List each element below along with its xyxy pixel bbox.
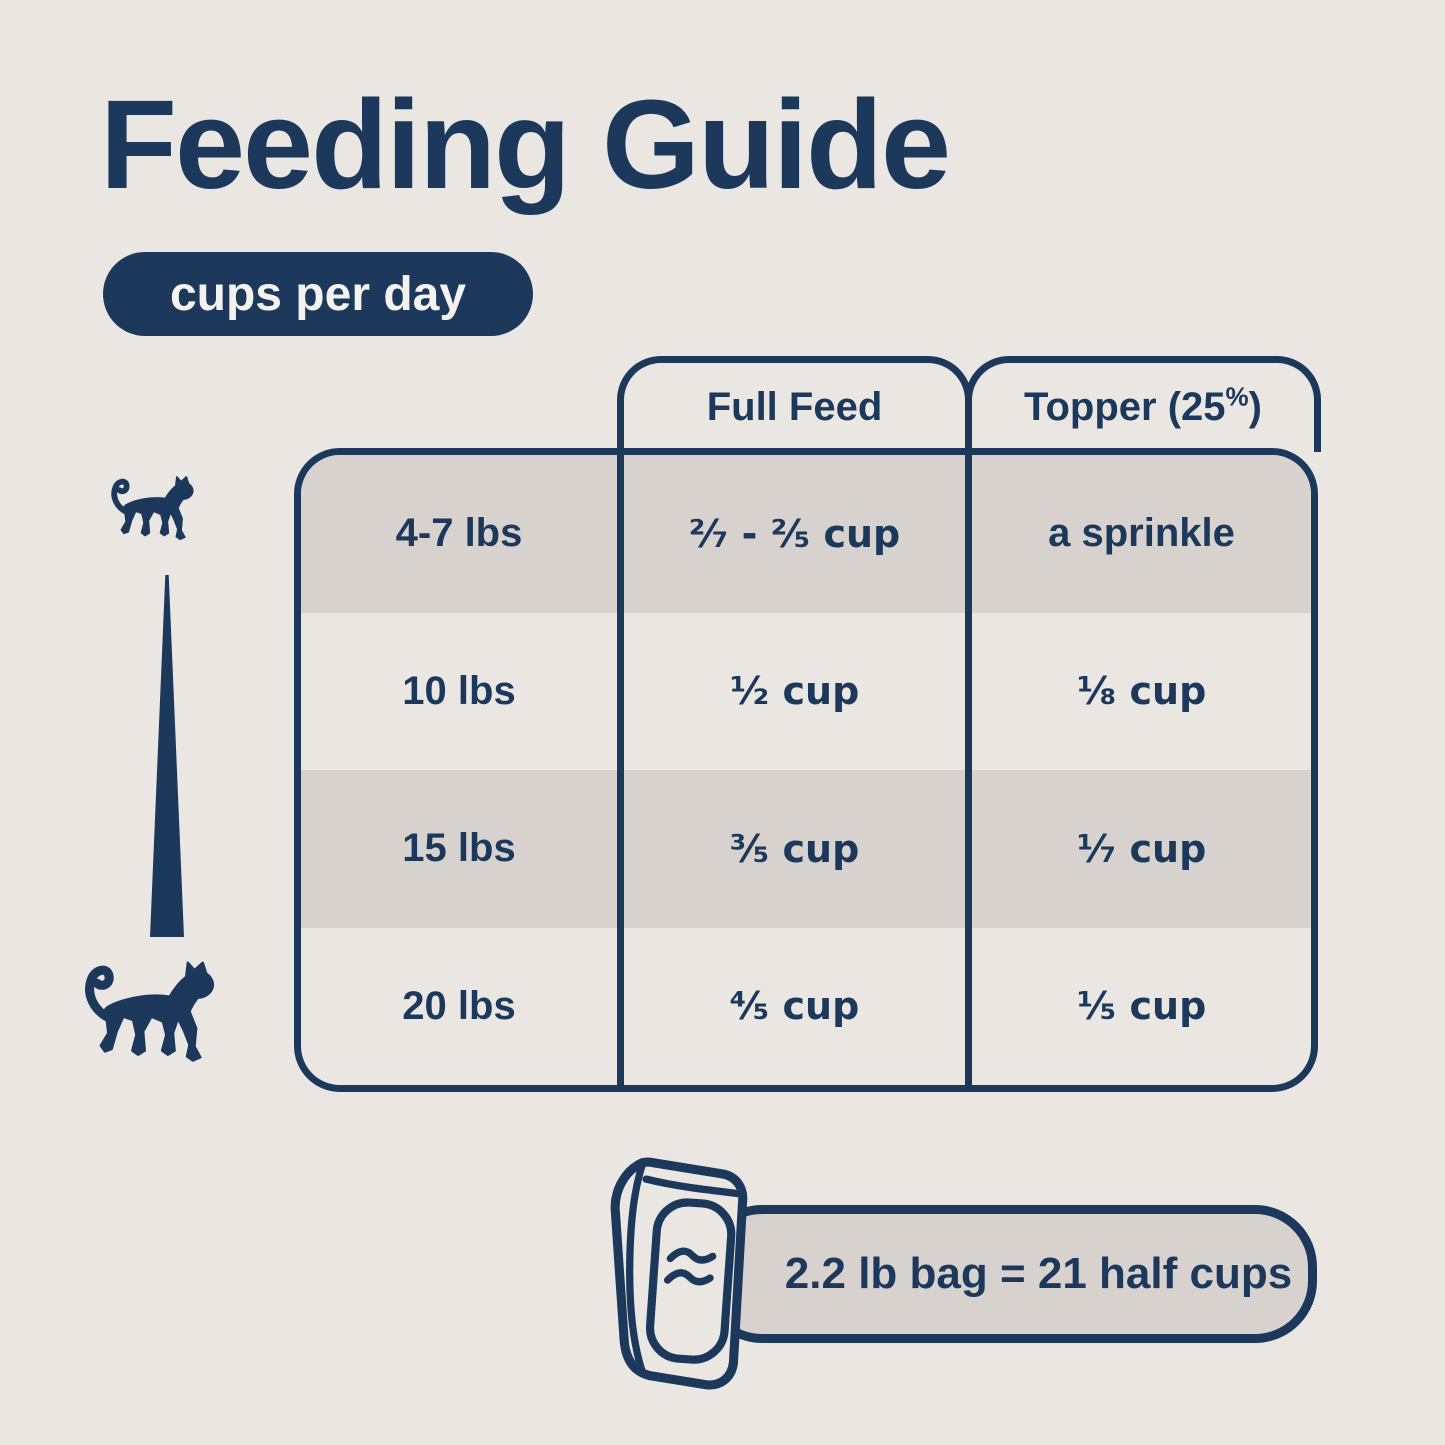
weight-cell: 10 lbs bbox=[402, 668, 516, 713]
size-scale-wedge bbox=[150, 575, 184, 937]
large-cat-icon bbox=[80, 952, 246, 1068]
cups-per-day-label: cups per day bbox=[169, 267, 467, 321]
column-header-topper bbox=[965, 356, 1321, 452]
table-row bbox=[301, 928, 1311, 1086]
table-row bbox=[301, 613, 1311, 771]
cups-per-day-badge bbox=[103, 252, 533, 336]
small-cat-icon bbox=[108, 470, 214, 544]
page-title: Feeding Guide bbox=[100, 74, 950, 215]
feeding-table bbox=[294, 448, 1318, 1092]
full-feed-cell: ³⁄₅ cup bbox=[729, 826, 860, 871]
food-bag-icon bbox=[586, 1147, 768, 1395]
topper-label: Topper (25%) bbox=[1024, 381, 1262, 429]
full-feed-cell: ²⁄₇ - ²⁄₅ cup bbox=[688, 511, 901, 556]
column-header-full-feed bbox=[617, 356, 972, 452]
topper-cell: ¹⁄₈ cup bbox=[1076, 669, 1207, 714]
topper-cell: ¹⁄₇ cup bbox=[1076, 826, 1207, 871]
table-row bbox=[301, 770, 1311, 928]
weight-cell: 20 lbs bbox=[402, 983, 516, 1028]
column-divider bbox=[965, 455, 972, 1085]
bag-yield-note: 2.2 lb bag = 21 half cups bbox=[784, 1249, 1293, 1298]
bag-yield-pill bbox=[700, 1205, 1317, 1343]
full-feed-cell: ⁴⁄₅ cup bbox=[729, 984, 860, 1029]
table-row bbox=[301, 455, 1311, 613]
weight-cell: 4-7 lbs bbox=[395, 511, 523, 556]
full-feed-cell: ¹⁄₂ cup bbox=[729, 669, 860, 714]
column-divider bbox=[617, 455, 624, 1085]
weight-cell: 15 lbs bbox=[402, 826, 516, 871]
feeding-table-rows bbox=[301, 455, 1311, 1085]
full-feed-label: Full Feed bbox=[706, 385, 883, 429]
topper-cell: a sprinkle bbox=[1048, 511, 1235, 556]
topper-cell: ¹⁄₅ cup bbox=[1076, 984, 1207, 1029]
